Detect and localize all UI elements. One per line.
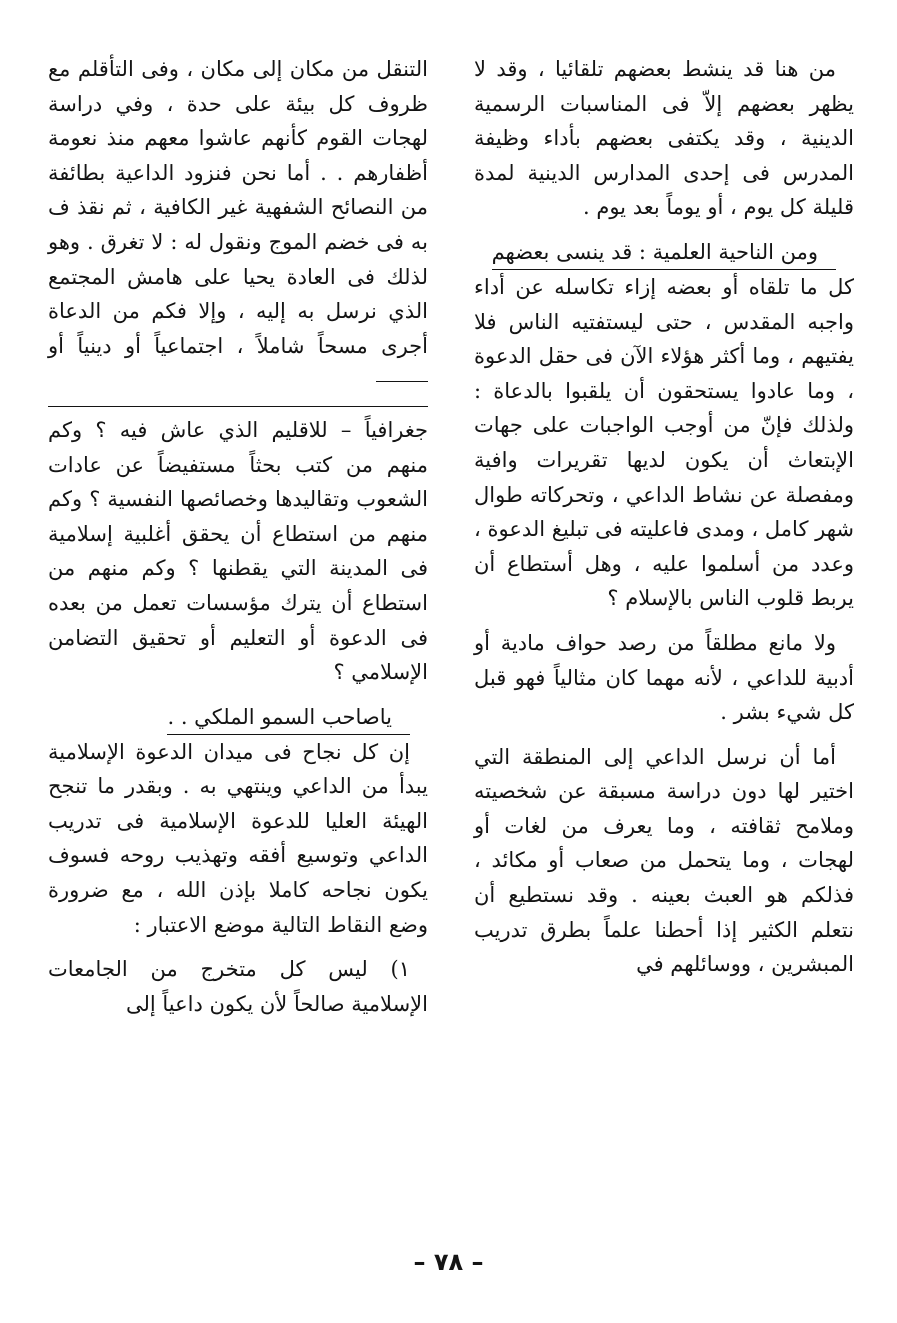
left-column	[48, 52, 428, 1021]
paragraph: أما أن نرسل الداعي إلى المنطقة التي اختير لها دون دراسة مسبقة عن شخصيته وملامح ثقافته ، وما يعرف من لغات أو لهجات ، وما يتحمل من صعاب أو مكائد ، فذلكم هو العبث بعينه . وقد نستطيع أن نتعلم الكثير إذا أحطنا علماً بطرق تدريب المبشرين ، ووسائلهم في	[474, 744, 854, 977]
section-heading-line	[48, 700, 428, 735]
separator-rule	[48, 406, 428, 407]
paragraph-text: التنقل من مكان إلى مكان ، وفى التأقلم مع ظروف كل بيئة على حدة ، وفي دراسة لهجات القوم كأنهم عاشوا معهم منذ نعومة أظفارهم . . أما نحن فنزود الداعية بطائفة من النصائح الشفهية غير الكافية ، ثم نقذ ف به فى خضم الموج ونقول له : لا تغرق . وهو لذلك فى العادة يحيا على هامش المجتمع الذي نرسل به إليه ، وإلا فكم من الدعاة أجرى مسحاً شاملاً ، اجتماعياً أو دينياً أو	[48, 57, 428, 358]
paragraph: كل ما تلقاه أو بعضه إزاء تكاسله عن أداء واجبه المقدس ، حتى ليستفتيه الناس فلا يفتيهم ، وما أكثر هؤلاء الآن فى حقل الدعوة ، وما عادوا يستحقون أن يلقبوا بالدعاة : ولذلك فإنّ من أوجب الواجبات على جهات الإبتعاث أن يكون لديها تقريرات وافية ومفصلة عن نشاط الداعي ، وتحركاته طوال شهر كامل ، ومدى فاعليته فى تبليغ الدعوة ، وعدد من أسلموا عليه ، وهل أستطاع أن يربط قلوب الناس بالإسلام ؟	[474, 274, 854, 611]
paragraph: جغرافياً – للاقليم الذي عاش فيه ؟ وكم منهم من كتب بحثاً مستفيضاً عن عادات الشعوب وتقاليدها وخصائصها النفسية ؟ وكم منهم من استطاع أن يحقق أغلبية إسلامية فى المدينة التي يقطنها ؟ وكم منهم من استطاع أن يترك مؤسسات تعمل من بعده فى الدعوة أو التعليم أو تحقيق التضامن الإسلامي ؟	[48, 417, 428, 685]
paragraph: ولا مانع مطلقاً من رصد حواف مادية أو أدبية للداعي ، لأنه مهما كان مثالياً فهو قبل كل شيء بشر .	[474, 630, 854, 725]
underlined-heading: ومن الناحية العلمية : قد ينسى بعضهم	[492, 239, 836, 270]
underlined-heading: ياصاحب السمو الملكي . .	[167, 704, 410, 735]
paragraph: من هنا قد ينشط بعضهم تلقائيا ، وقد لا يظهر بعضهم إلاّ فى المناسبات الرسمية الدينية ، وقد يكتفى بعضهم بأداء وظيفة المدرس فى إحدى المدارس الدينية لمدة قليلة كل يوم ، أو يوماً بعد يوم .	[474, 57, 854, 220]
list-item: ١) ليس كل متخرج من الجامعات الإسلامية صالحاً لأن يكون داعياً إلى	[48, 957, 428, 1016]
section-heading-line	[474, 235, 854, 270]
page-number: – ٧٨ –	[413, 1248, 484, 1276]
right-column	[474, 52, 854, 982]
dash-line	[376, 381, 428, 382]
paragraph	[48, 52, 428, 398]
paragraph: إن كل نجاح فى ميدان الدعوة الإسلامية يبدأ من الداعي وينتهي به . وبقدر ما تنجح الهيئة العليا للدعوة الإسلامية فى تدريب الداعي وتوسيع أفقه وتهذيب روحه فسوف يكون نجاحه كاملا بإذن الله ، مع ضرورة وضع النقاط التالية موضع الاعتبار :	[48, 739, 428, 937]
